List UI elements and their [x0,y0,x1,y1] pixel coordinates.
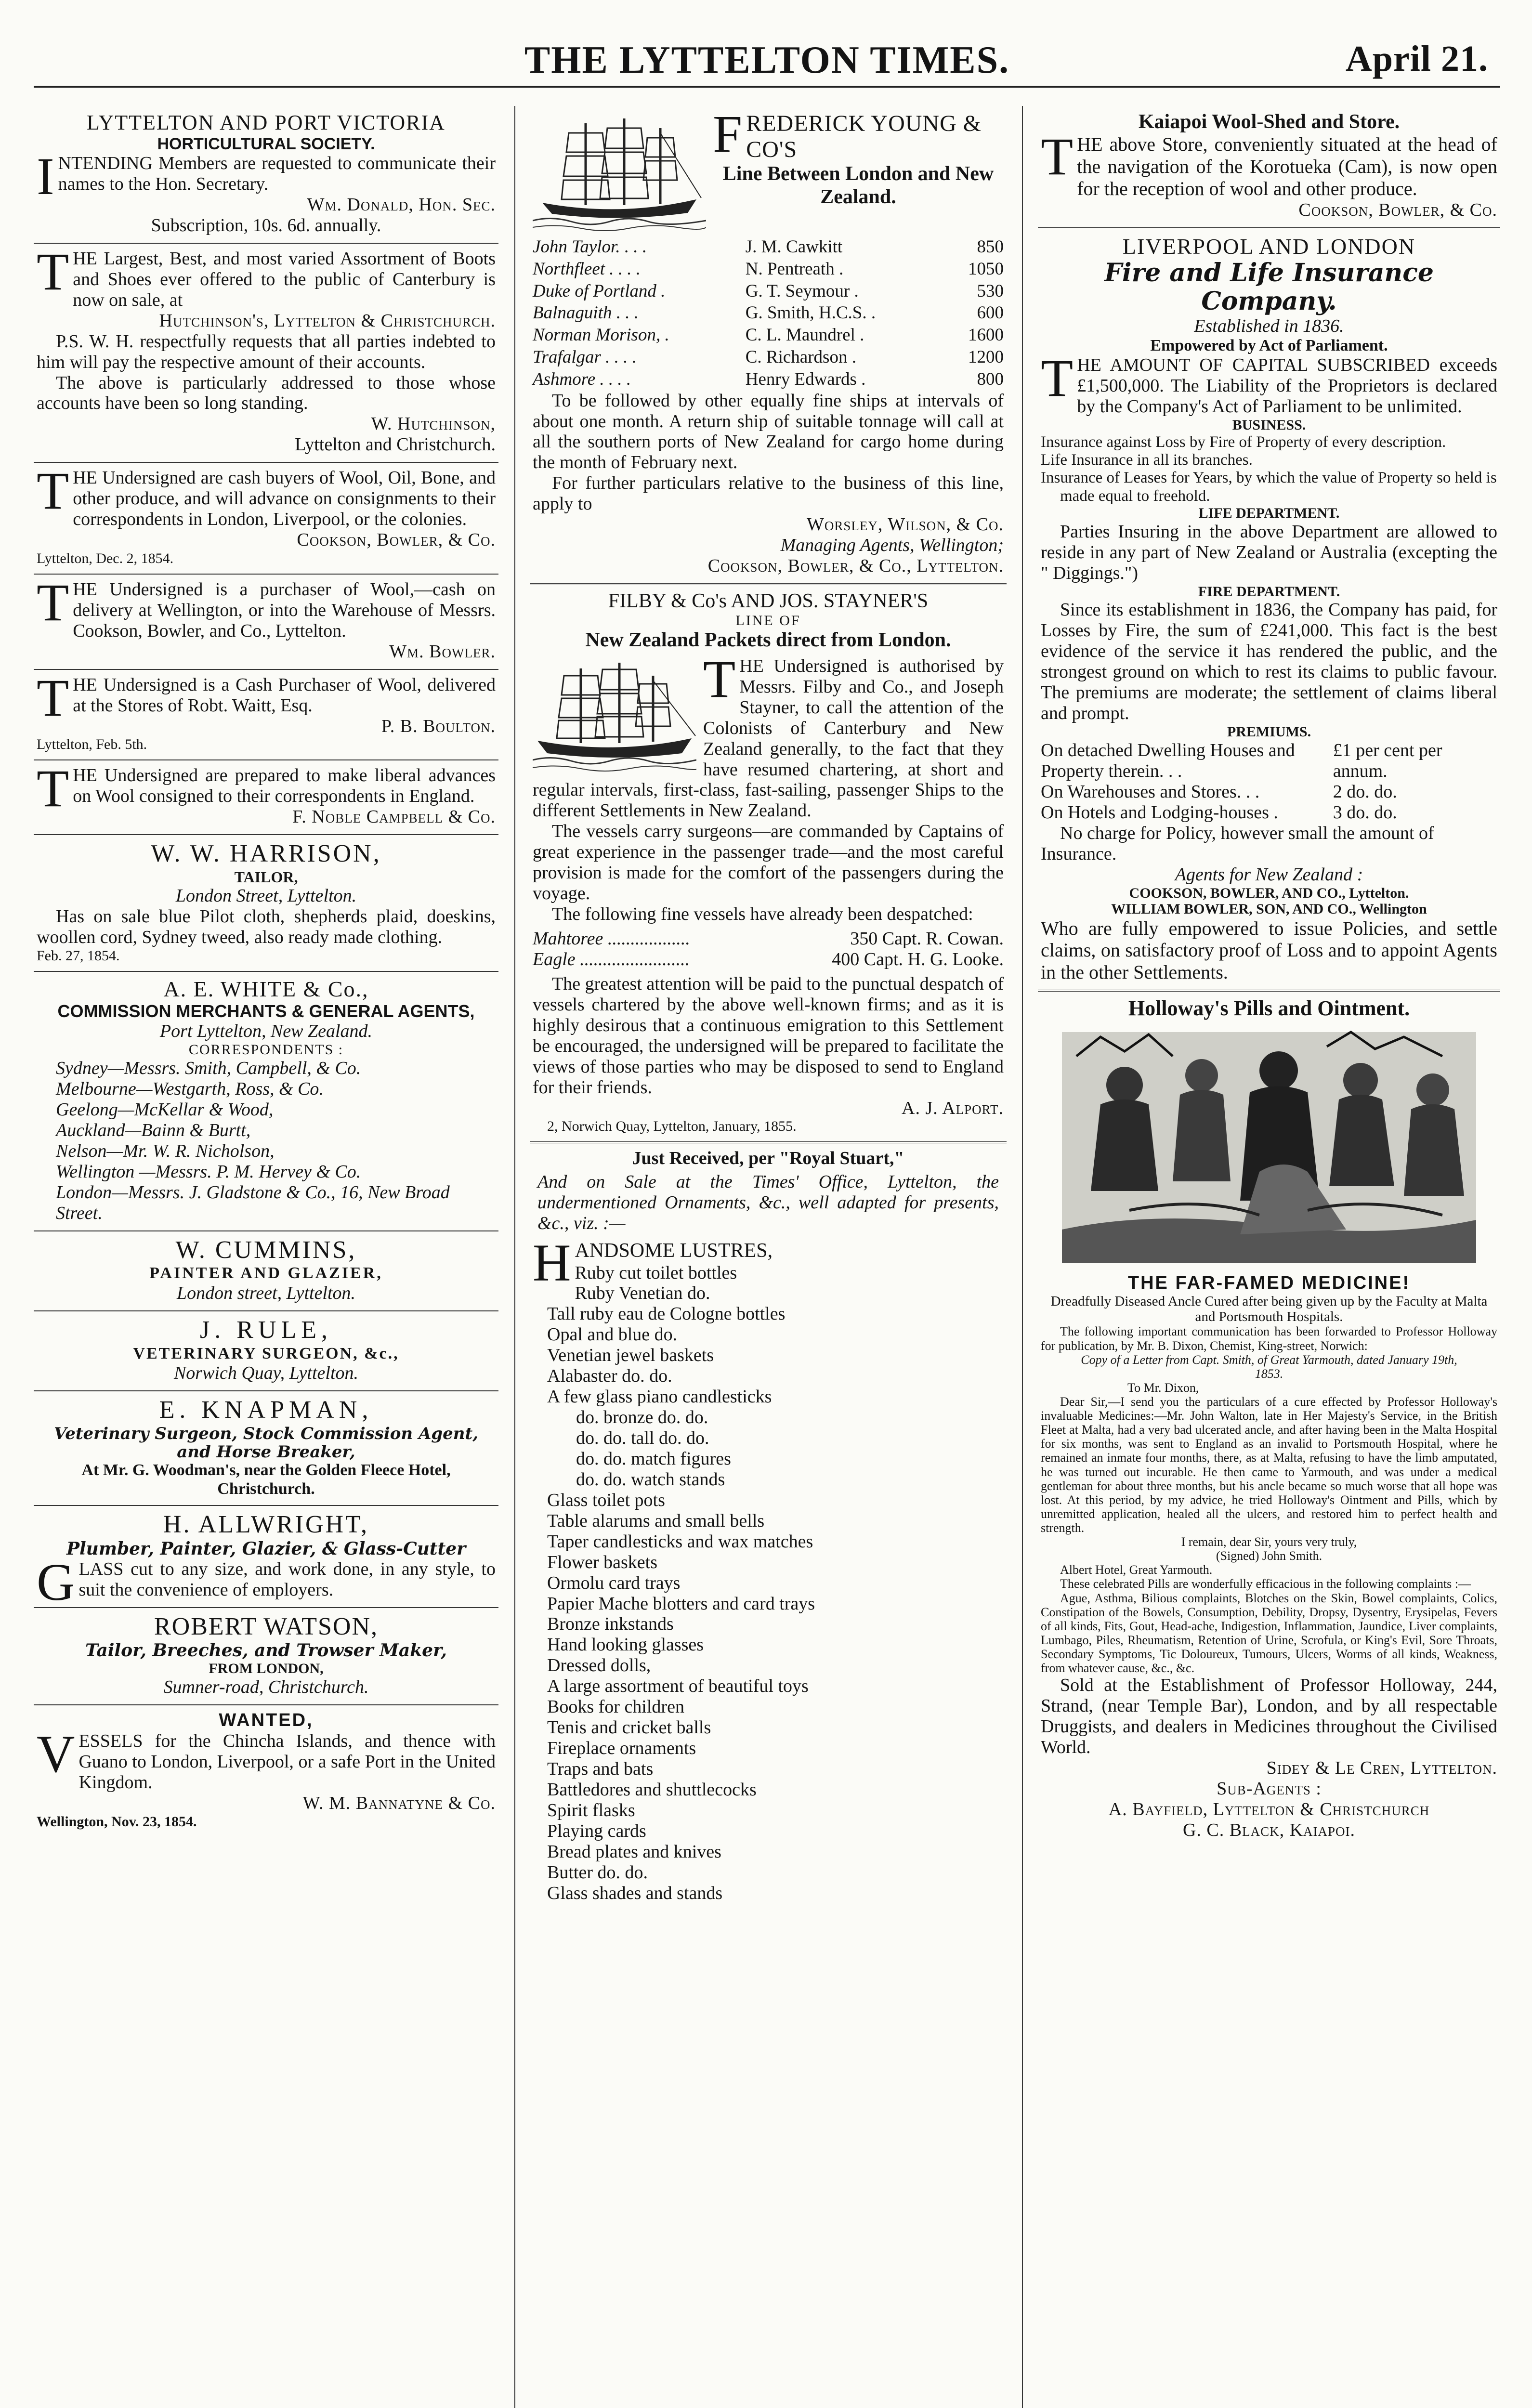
cookson-wool-ad [34,463,498,575]
header-rule [34,86,1500,88]
ad-trade: Veterinary Surgeon, Stock Commission Agent, and Horse Breaker, [53,1424,479,1462]
established: Established in 1836. [1194,315,1344,336]
vessel-name: Mahtoree .................. [533,929,690,949]
ad-signature: Cookson, Bowler, & Co. [297,530,496,550]
premium-item: On Hotels and Lodging-houses . [1041,802,1278,823]
ad-name: W. W. HARRISON, [151,840,381,868]
rule-ad [34,1311,498,1391]
allwright-ad [34,1506,498,1611]
line-title: Line Between London and New Zealand. [722,163,994,208]
agent-role: Managing Agents, Wellington; [780,535,1004,556]
ad-body: The greatest attention will be paid to the punctual despatch of vessels chartered by the above well-known firms; and as it is highly desirous that a continuous emigration to this Settlement be encouraged, the undersigned will be prepared to facilitate the views of those parties who may be disposed to send to England for their friends. [533,973,1004,1098]
business-item: Insurance against Loss by Fire of Property of every description. [1041,433,1446,451]
table-row [533,346,1004,368]
ad-body: ESSELS for the Chincha Islands, and thence with Guano to London, Liverpool, or a safe Port in the United Kingdom. [79,1730,496,1793]
sub-agents-title: Sub-Agents : [1217,1778,1322,1799]
letter-closing: I remain, dear Sir, yours very truly, [1181,1535,1357,1549]
bowler-ad [34,575,498,670]
capital-text: HE AMOUNT OF CAPITAL SUBSCRIBED exceeds £1,500,000. The Liability of the Proprietors is declared by the Company's Act of Parliament to be unlimited. [1077,355,1497,417]
ad-signature: Cookson, Bowler, & Co. [1298,200,1497,221]
ad-name: A. E. WHITE & Co., [163,976,369,1001]
agents-title: Agents for New Zealand : [1175,864,1363,885]
efficacy-text: These celebrated Pills are wonderfully efficacious in the following complaints :— [1060,1577,1471,1591]
closing-text: Who are fully empowered to issue Policies, and settle claims, on satisfactory proof of Loss and to appoint Agents in the other Settlements. [1041,917,1497,983]
correspondent: Wellington —Messrs. P. M. Hervey & Co. [56,1161,361,1182]
section-body: Parties Insuring in the above Department are allowed to reside in any part of New Zealand or Australia (excepting the " Diggings.") [1041,521,1497,583]
ad-subtitle: HORTICULTURAL SOCIETY. [157,134,375,153]
young-line-ad [530,106,1007,585]
ad-address: At Mr. G. Woodman's, near the Golden Fleece Hotel, Christchurch. [81,1461,451,1498]
ad-signature: P. B. Boulton. [381,716,496,736]
firm-name: REDERICK YOUNG & CO'S [746,111,982,163]
ships-table [533,236,1004,391]
correspondent: Nelson—Mr. W. R. Nicholson, [56,1140,275,1161]
list-item: A few glass piano candlesticks [547,1387,772,1407]
list-item: Butter do. do. [547,1862,648,1883]
ad-title: Just Received, per "Royal Stuart," [632,1148,904,1169]
harrison-ad [34,835,498,972]
ad-address: London Street, Lyttelton. [175,886,357,906]
sailing-ship-icon [533,114,706,234]
no-charge-note: No charge for Policy, however small the amount of Insurance. [1041,823,1434,864]
column-1 [34,106,498,2408]
list-item: Ormolu card trays [547,1572,681,1593]
ad-title: LIVERPOOL AND LONDON [1122,234,1416,259]
agents-line: WILLIAM BOWLER, SON, AND CO., Wellington [1111,901,1427,917]
ad-from: FROM LONDON, [209,1661,324,1677]
complaints-list: Ague, Asthma, Bilious complaints, Blotches on the Skin, Bowel complaints, Colics, Constipation of the Bowels, Consumption, Debility, Dropsy, Dysentry, Erysipelas, Fevers of all kinds, Fits, Gout, Head-ache, Indigestion, Inflammation, Jaundice, Liver complaints, Lumbago, Piles, Rheumatism, Retention of Urine, Scrofula, or King's Evil, Sore Throats, Secondary Symptoms, Tic Doloureux, Tumours, Ulcers, Worms of all kinds, Weakness, from whatever cause, &c., &c. [1041,1591,1497,1675]
page-title: THE LYTTELTON TIMES. [524,39,1010,81]
ship-tons: 850 [977,237,1004,257]
ad-name: E. KNAPMAN, [159,1396,373,1424]
business-item: Insurance of Leases for Years, by which the value of Property so held is made equal to freehold. [1041,469,1497,505]
ad-subtitle: LINE OF [735,613,801,629]
column-divider [514,106,515,2408]
drop-cap: T [703,649,736,708]
ad-heading: ANDSOME LUSTRES, [575,1240,773,1262]
ship-captain: C. L. Maundrel . [745,325,864,345]
hutchinson-ad [34,244,498,463]
ad-address: Port Lyttelton, New Zealand. [159,1021,373,1042]
ship-name: Balnaguith . . . [533,303,639,323]
vessel-detail: 400 Capt. H. G. Looke. [832,949,1004,969]
ad-trade: TAILOR, [234,868,298,886]
ad-body: HE Undersigned is a Cash Purchaser of Wool, delivered at the Stores of Robt. Waitt, Esq. [73,674,496,716]
watson-ad [34,1608,498,1705]
boulton-ad [34,670,498,761]
correspondent: Sydney—Messrs. Smith, Campbell, & Co. [56,1058,361,1079]
list-item: do. do. watch stands [576,1469,725,1490]
list-item: Alabaster do. do. [547,1366,672,1387]
premium-rate: 3 do. do. [1333,802,1397,823]
ad-name: ROBERT WATSON, [154,1612,379,1640]
list-item: do. bronze do. do. [576,1407,708,1428]
ad-body: LASS cut to any size, and work done, in any style, to suit the convenience of employers. [79,1558,496,1600]
drop-cap: T [37,242,69,301]
table-row [533,302,1004,324]
ad-name: H. ALLWRIGHT, [163,1511,369,1539]
section-title: PREMIUMS. [1227,724,1311,740]
drop-cap: I [37,147,54,206]
correspondent: Auckland—Bainn & Burtt, [56,1120,251,1141]
business-item: Life Insurance in all its branches. [1041,451,1253,469]
ad-name: W. CUMMINS, [175,1236,357,1264]
drop-cap: F [713,111,743,163]
far-famed-heading: THE FAR-FAMED MEDICINE! [1127,1272,1411,1293]
ad-address: 2, Norwich Quay, Lyttelton, January, 1855. [547,1118,797,1135]
list-item: Opal and blue do. [547,1324,678,1345]
ad-date: Lyttelton, Feb. 5th. [37,736,147,753]
list-item: Papier Mache blotters and card trays [547,1593,815,1614]
drop-cap: T [1041,349,1074,408]
letter-signed: (Signed) John Smith. [1216,1549,1322,1563]
section-title: LIFE DEPARTMENT. [1198,505,1340,521]
ad-body: HE Undersigned are cash buyers of Wool, Oil, Bone, and other produce, and will advance on consignments to their correspondents in London, Liverpool, or the colonies. [73,468,496,530]
ad-signature: Sidey & Le Cren, Lyttelton. [1266,1757,1497,1778]
campbell-ad [34,760,498,835]
vessel-detail: 350 Capt. R. Cowan. [850,929,1004,949]
ad-place: Hutchinson's, Lyttelton & Christchurch. [159,310,496,331]
agent-name: Worsley, Wilson, & Co. [807,514,1004,535]
page-date: April 21. [1345,39,1488,79]
ship-tons: 1600 [968,325,1004,345]
cure-heading: Dreadfully Diseased Ancle Cured after being given up by the Faculty at Malta and Portsmouth Hospitals. [1050,1293,1488,1324]
ship-captain: N. Pentreath . [745,259,844,279]
ad-body: HE Largest, Best, and most varied Assortment of Boots and Shoes ever offered to the public of Canterbury is now on sale, at [73,248,496,310]
columns [34,106,1500,2408]
ship-tons: 1200 [968,347,1004,367]
list-item: Venetian jewel baskets [547,1345,714,1366]
ad-body: To be followed by other equally fine ships at intervals of about one month. A return ship of suitable tonnage will call at all the southern ports of New Zealand for cargo home during the month of February next. [533,390,1004,473]
ship-name: Norman Morison, . [533,325,669,345]
masthead [34,24,1500,82]
list-item: Fireplace ornaments [547,1738,696,1759]
ad-title: LYTTELTON AND PORT VICTORIA [87,111,445,134]
ad-name: J. RULE, [200,1316,332,1344]
ship-tons: 530 [977,281,1004,301]
list-item: Ruby Venetian do. [575,1283,710,1304]
liverpool-insurance-ad [1038,229,1500,992]
ad-date: Feb. 27, 1854. [37,947,120,964]
drop-cap: T [37,573,69,632]
newspaper-page [34,24,1500,2408]
ad-body: The following fine vessels have already been despatched: [552,904,973,925]
correspondent: London—Messrs. J. Gladstone & Co., 16, New Broad Street. [56,1182,450,1223]
sub-agent: A. Bayfield, Lyttelton & Christchurch [1108,1799,1430,1819]
ship-name: Northfleet . . . . [533,259,641,279]
ad-signature: Wm. Bowler. [389,641,496,662]
ad-note: Subscription, 10s. 6d. annually. [151,215,381,236]
drop-cap: T [37,461,69,521]
list-item: A large assortment of beautiful toys [547,1676,809,1697]
section-title: FIRE DEPARTMENT. [1198,583,1340,600]
ad-title: FILBY & Co's AND JOS. STAYNER'S [608,590,929,613]
ship-captain: G. T. Seymour . [745,281,859,301]
ship-name: Trafalgar . . . . [533,347,637,367]
ad-body: HE Undersigned is authorised by Messrs. Filby and Co., and Joseph Stayner, to call the attention of the Colonists of Canterbury and New Zealand generally, to the fact that they have resumed chartering, at short and regular intervals, first-class, fast-sailing, passenger Ships to the different Settlements in New Zealand. [533,655,1004,821]
ship-name: Duke of Portland . [533,281,666,301]
list-item: Glass toilet pots [547,1490,665,1510]
table-row [533,236,1004,258]
white-ad [34,972,498,1231]
ad-address: Sumner-road, Christchurch. [163,1676,369,1697]
ad-body: HE Undersigned is a purchaser of Wool,—cash on delivery at Wellington, or into the Warehouse of Messrs. Cookson, Bowler, and Co., Lyttelton. [73,579,496,641]
ad-signature: F. Noble Campbell & Co. [292,807,496,827]
letter-copy-title: Copy of a Letter from Capt. Smith, of Great Yarmouth, dated January 19th, 1853. [1081,1352,1457,1381]
ship-captain: C. Richardson . [745,347,856,367]
ad-signature: Wm. Donald, Hon. Sec. [307,195,496,215]
ad-signature: A. J. Alport. [902,1098,1004,1118]
list-item: Bronze inkstands [547,1614,674,1635]
cummins-ad [34,1231,498,1311]
ship-tons: 800 [977,369,1004,389]
ad-address: London street, Lyttelton. [176,1283,356,1303]
ad-trade: Plumber, Painter, Glazier, & Glass-Cutter [66,1539,466,1559]
ship-name: Ashmore . . . . [533,369,631,389]
forwarded-text: The following important communication has been forwarded to Professor Holloway for publication, by Mr. B. Dixon, Chemist, King-street, Norwich: [1041,1324,1497,1353]
company-name: Fire and Life Insurance Company. [1104,258,1434,316]
agents-line: COOKSON, BOWLER, AND CO., Lyttelton. [1129,885,1409,901]
ship-captain: G. Smith, H.C.S. . [745,303,876,323]
premium-rate: 2 do. do. [1333,781,1397,802]
ad-body: For further particulars relative to the business of this line, apply to [533,473,1004,514]
list-item: do. do. tall do. do. [576,1428,709,1449]
sailing-ship-icon [533,659,696,774]
list-item: Books for children [547,1697,684,1717]
ad-body: Has on sale blue Pilot cloth, shepherds plaid, doeskins, woollen cord, Sydney tweed, also ready made clothing. [37,906,496,947]
list-item: do. do. match figures [576,1448,731,1469]
royal-stuart-ad [530,1143,1007,1910]
drop-cap: V [37,1724,75,1783]
agent-name: Cookson, Bowler, & Co., Lyttelton. [707,556,1004,576]
list-item: Battledores and shuttlecocks [547,1779,757,1800]
ship-tons: 1050 [968,259,1004,279]
table-row [533,280,1004,302]
letter-address: Albert Hotel, Great Yarmouth. [1060,1563,1213,1577]
column-divider [1022,106,1023,2408]
ad-intro: And on Sale at the Times' Office, Lyttelton, the undermentioned Ornaments, &c., well adapted for presents, &c., viz. :— [537,1172,999,1234]
drop-cap: T [37,668,69,727]
list-item: Spirit flasks [547,1800,635,1820]
correspondent: Melbourne—Westgarth, Ross, & Co. [56,1079,324,1099]
ship-name: John Taylor. . . . [533,237,647,257]
ad-date: Wellington, Nov. 23, 1854. [37,1813,197,1830]
filby-ad [530,585,1007,1143]
column-2 [530,106,1007,2408]
premium-rate: £1 per cent per annum. [1333,740,1442,781]
ad-note: The above is particularly addressed to those whose accounts have been so long standing. [37,372,496,414]
premium-item: On Warehouses and Stores. . . [1041,781,1260,802]
ad-body: NTENDING Members are requested to communicate their names to the Hon. Secretary. [58,153,496,195]
ad-signature: W. M. Bannatyne & Co. [302,1793,496,1813]
ad-title: Holloway's Pills and Ointment. [1128,996,1410,1020]
list-item: Traps and bats [547,1759,654,1780]
list-item: Taper candlesticks and wax matches [547,1531,813,1552]
ad-signature: W. Hutchinson, [371,414,496,434]
ad-postscript: P.S. W. H. respectfully requests that all parties indebted to him will pay the respective amount of their accounts. [37,331,496,372]
list-item: Ruby cut toilet bottles [575,1262,737,1283]
list-item: Tall ruby eau de Cologne bottles [547,1304,786,1324]
ad-body: The vessels carry surgeons—are commanded by Captains of great experience in the passenger trade—and the most careful provision is made for the comfort of the passengers during the voyage. [533,821,1004,904]
section-title: BUSINESS. [1232,417,1306,433]
knapman-ad [34,1391,498,1506]
wanted-ad [34,1705,498,1837]
ad-title: WANTED, [219,1710,314,1730]
list-item: Tenis and cricket balls [547,1717,711,1738]
holloway-ad [1038,992,1500,1847]
kaiapoi-ad [1038,106,1500,229]
list-item: Flower baskets [547,1552,658,1572]
table-row [533,368,1004,391]
ornament-list [533,1263,1004,1904]
ad-body: HE above Store, conveniently situated at the head of the navigation of the Korotueka (Cam), is now open for the reception of wool and other produce. [1077,133,1497,200]
column-3 [1038,106,1500,2408]
list-item: Dressed dolls, [547,1655,651,1676]
list-item: Playing cards [547,1820,646,1841]
vessel-name: Eagle ........................ [533,949,690,969]
ad-date: Lyttelton, Dec. 2, 1854. [37,550,174,566]
list-item: Bread plates and knives [547,1841,721,1862]
premium-item: On detached Dwelling Houses and Property therein. . . [1041,740,1295,781]
ad-title: Kaiapoi Wool-Shed and Store. [1138,111,1400,133]
ad-trade: Tailor, Breeches, and Trowser Maker, [85,1640,447,1661]
ad-heading: New Zealand Packets direct from London. [585,629,951,652]
drop-cap: T [1041,127,1074,186]
ad-address: Norwich Quay, Lyttelton. [173,1362,359,1383]
drop-cap: G [37,1552,75,1611]
table-row [533,324,1004,346]
table-row [533,258,1004,280]
ad-signature-place: Lyttelton and Christchurch. [295,434,496,455]
list-item: Table alarums and small bells [547,1510,765,1531]
ad-trade: PAINTER AND GLAZIER, [149,1264,383,1283]
empowered: Empowered by Act of Parliament. [1150,336,1388,354]
correspondents-title: CORRESPONDENTS : [188,1042,344,1058]
ad-body: HE Undersigned are prepared to make liberal advances on Wool consigned to their correspondents in England. [73,765,496,807]
ship-tons: 600 [977,303,1004,323]
holloway-illustration-image [1057,1027,1481,1268]
ship-captain: J. M. Cawkitt [745,237,843,257]
list-item: Hand looking glasses [547,1635,704,1655]
letter-to: To Mr. Dixon, [1127,1380,1199,1395]
letter-body: Dear Sir,—I send you the particulars of a cure effected by Professor Holloway's invaluable Medicines:—Mr. John Walton, late in Her Majesty's Service, in the British Fleet at Malta, had a very bad ulcerated ancle, and after having been in the Malta Hospital for six months, was sent to England as an invalid to Portsmouth Hospital, where he remained an inmate four months, there, as at Malta, refusing to have the limb amputated, he was turned out incurable. He then came to Yarmouth, and was under a medical gentleman for about three months, but his ancle became so much worse that all hope was lost. At this period, by my advice, he tried Holloway's Ointment and Pills, which by unremitted application, healed all the ulcers, and restored him to perfect health and strength. [1041,1395,1497,1535]
sub-agent: G. C. Black, Kaiapoi. [1182,1819,1356,1840]
ship-captain: Henry Edwards . [745,369,866,389]
horticultural-ad [34,106,498,244]
drop-cap: T [37,759,69,818]
section-body: Since its establishment in 1836, the Company has paid, for Losses by Fire, the sum of £241,000. This fact is the best evidence of the service it has rendered the public, and the strongest ground on which to rest its claims to public favour. The premiums are moderate; the settlement of claims liberal and prompt. [1041,600,1497,724]
ad-trade: VETERINARY SURGEON, &c., [133,1344,399,1362]
sold-text: Sold at the Establishment of Professor Holloway, 244, Strand, (near Temple Bar), London, and by all respectable Druggists, and dealers in Medicines throughout the Civilised World. [1041,1675,1497,1757]
ad-trade: COMMISSION MERCHANTS & GENERAL AGENTS, [57,1001,475,1021]
list-item: Glass shades and stands [547,1883,723,1903]
drop-cap: H [533,1233,571,1293]
correspondent: Geelong—McKellar & Wood, [56,1099,274,1120]
